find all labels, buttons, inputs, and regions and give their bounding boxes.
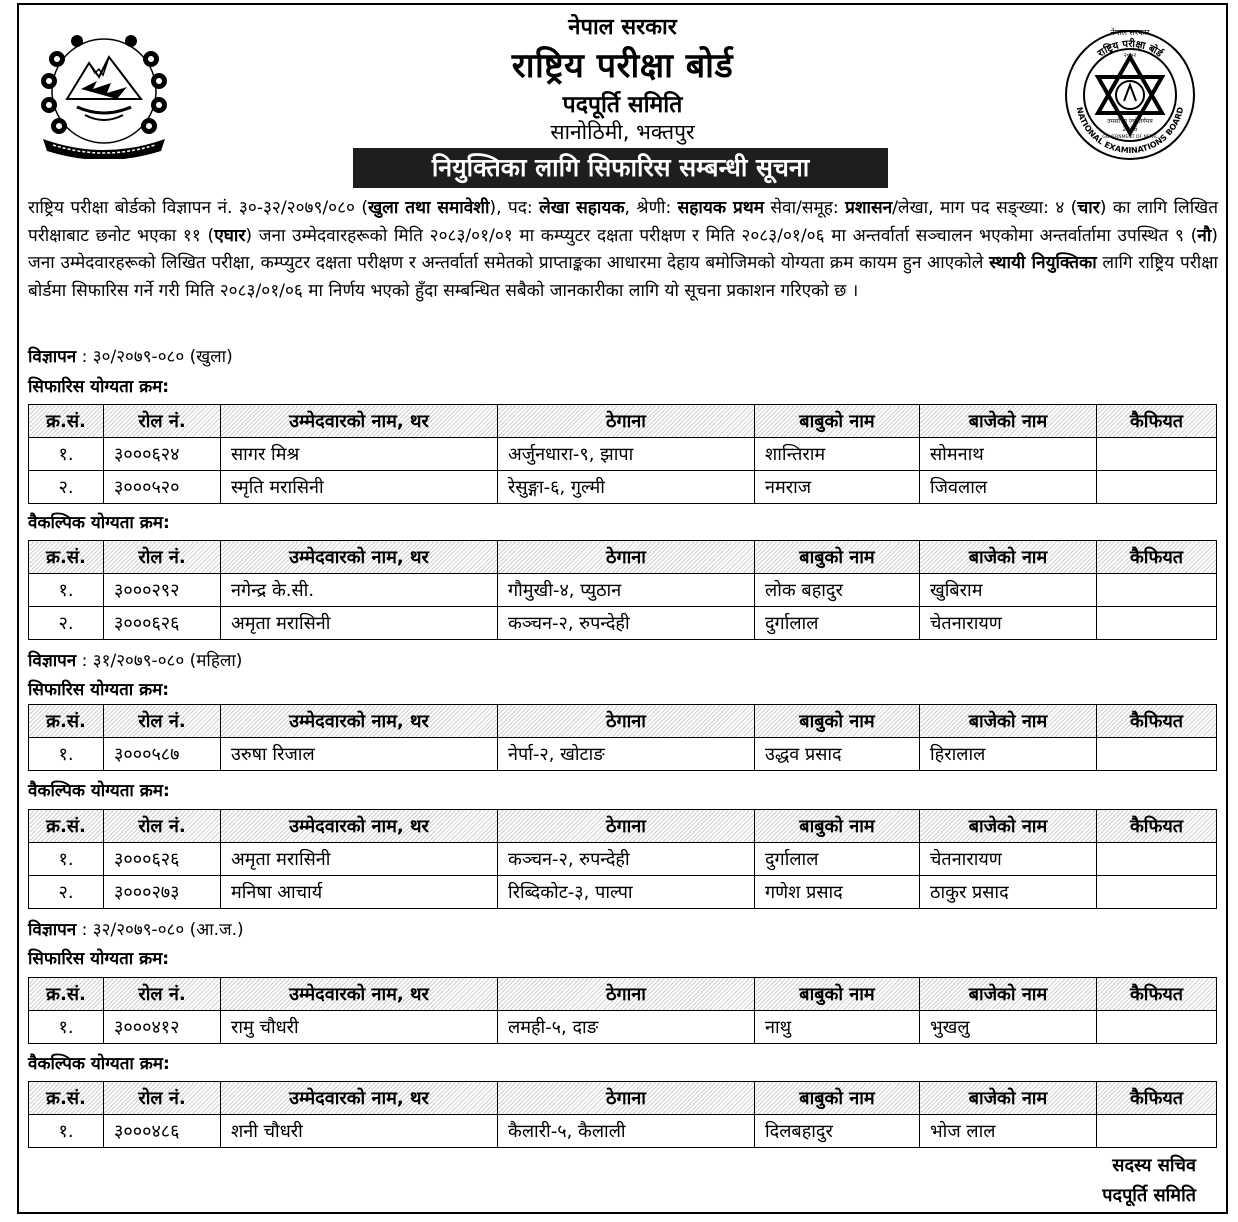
column-header-address: ठेगाना	[498, 810, 755, 843]
signature-committee: पदपूर्ति समिति	[1102, 1185, 1196, 1206]
cell-remarks	[1097, 471, 1217, 504]
notice-header	[19, 5, 1226, 193]
cell-father-name: दिलबहादुर	[755, 1115, 920, 1148]
column-header-roll-number: रोल नं.	[104, 978, 221, 1011]
cell-address: अर्जुनधारा-९, झापा	[498, 438, 755, 471]
column-header-grandfather-name: बाजेको नाम	[920, 705, 1097, 738]
cell-father-name: लोक बहादुर	[755, 574, 920, 607]
table-header-row	[29, 541, 1217, 574]
cell-grandfather-name: भुखलु	[920, 1011, 1097, 1044]
cell-remarks	[1097, 574, 1217, 607]
cell-address: रिब्दिकोट-३, पाल्पा	[498, 876, 755, 909]
column-header-candidate-name: उम्मेदवारको नाम, थर	[221, 705, 498, 738]
cell-candidate-name: रामु चौधरी	[221, 1011, 498, 1044]
cell-address: कञ्चन-२, रुपन्देही	[498, 607, 755, 640]
cell-roll-number: ३०००६२४	[104, 438, 221, 471]
column-header-serial: क्र.सं.	[29, 705, 104, 738]
seal-motto-text: तमसो मा ज्योतिर्गमय	[1107, 118, 1153, 125]
seal-board-text: राष्ट्रिय परीक्षा बोर्ड	[1095, 38, 1165, 60]
committee-name: पदपूर्ति समिति	[562, 92, 683, 118]
cell-serial: १.	[29, 843, 104, 876]
table-row	[29, 574, 1217, 607]
cell-address: रेसुङ्गा-६, गुल्मी	[498, 471, 755, 504]
seal-gov-text: GOVERNMENT OF NEPAL	[1102, 135, 1158, 140]
notice-page	[17, 3, 1228, 1214]
cell-serial: १.	[29, 438, 104, 471]
cell-serial: २.	[29, 607, 104, 640]
cell-grandfather-name: चेतनारायण	[920, 843, 1097, 876]
column-header-father-name: बाबुको नाम	[755, 1082, 920, 1115]
table-header-row	[29, 1082, 1217, 1115]
advert-3-recommended-table	[28, 977, 1217, 1044]
table-row	[29, 876, 1217, 909]
cell-father-name: दुर्गालाल	[755, 607, 920, 640]
cell-address: नेर्पा-२, खोटाङ	[498, 738, 755, 771]
column-header-address: ठेगाना	[498, 541, 755, 574]
seal-year-text: 2016	[1122, 126, 1138, 133]
table-row	[29, 843, 1217, 876]
column-header-remarks: कैफियत	[1097, 810, 1217, 843]
cell-roll-number: ३०००६२६	[104, 843, 221, 876]
column-header-address: ठेगाना	[498, 1082, 755, 1115]
column-header-candidate-name: उम्मेदवारको नाम, थर	[221, 978, 498, 1011]
cell-address: कञ्चन-२, रुपन्देही	[498, 843, 755, 876]
cell-remarks	[1097, 607, 1217, 640]
signature-title: सदस्य सचिव	[1112, 1155, 1196, 1176]
column-header-roll-number: रोल नं.	[104, 405, 221, 438]
column-header-grandfather-name: बाजेको नाम	[920, 405, 1097, 438]
advert-2-line: विज्ञापन : ३१/२०७९-०८० (महिला)	[28, 651, 243, 671]
table-row	[29, 738, 1217, 771]
cell-address: गौमुखी-४, प्युठान	[498, 574, 755, 607]
seal-top-text: नेपाल सरकार	[1110, 28, 1150, 37]
column-header-father-name: बाबुको नाम	[755, 405, 920, 438]
table-header-row	[29, 810, 1217, 843]
cell-grandfather-name: जिवलाल	[920, 471, 1097, 504]
column-header-father-name: बाबुको नाम	[755, 541, 920, 574]
column-header-candidate-name: उम्मेदवारको नाम, थर	[221, 405, 498, 438]
cell-roll-number: ३०००४१२	[104, 1011, 221, 1044]
column-header-remarks: कैफियत	[1097, 705, 1217, 738]
column-header-serial: क्र.सं.	[29, 978, 104, 1011]
advert-2-alternate-label: वैकल्पिक योग्यता क्रम:	[28, 781, 170, 801]
advert-3-recommended-label: सिफारिस योग्यता क्रम:	[28, 949, 170, 969]
cell-candidate-name: मनिषा आचार्य	[221, 876, 498, 909]
cell-roll-number: ३०००५८७	[104, 738, 221, 771]
table-header-row	[29, 705, 1217, 738]
cell-remarks	[1097, 1115, 1217, 1148]
board-seal-icon	[1062, 27, 1198, 163]
advert-1-recommended-label: सिफारिस योग्यता क्रम:	[28, 377, 170, 397]
cell-candidate-name: सागर मिश्र	[221, 438, 498, 471]
cell-grandfather-name: भोज लाल	[920, 1115, 1097, 1148]
cell-roll-number: ३०००५२०	[104, 471, 221, 504]
cell-father-name: शान्तिराम	[755, 438, 920, 471]
column-header-address: ठेगाना	[498, 405, 755, 438]
column-header-father-name: बाबुको नाम	[755, 810, 920, 843]
cell-candidate-name: नगेन्द्र के.सी.	[221, 574, 498, 607]
table-row	[29, 607, 1217, 640]
cell-roll-number: ३०००२९२	[104, 574, 221, 607]
table-row	[29, 471, 1217, 504]
cell-address: लमही-५, दाङ	[498, 1011, 755, 1044]
column-header-remarks: कैफियत	[1097, 978, 1217, 1011]
cell-grandfather-name: खुबिराम	[920, 574, 1097, 607]
advert-2-recommended-table	[28, 704, 1217, 771]
advert-3-alternate-table	[28, 1081, 1217, 1148]
cell-roll-number: ३०००६२६	[104, 607, 221, 640]
advert-1-alternate-label: वैकल्पिक योग्यता क्रम:	[28, 513, 170, 533]
board-name: राष्ट्रिय परीक्षा बोर्ड	[511, 46, 734, 86]
column-header-remarks: कैफियत	[1097, 541, 1217, 574]
cell-father-name: गणेश प्रसाद	[755, 876, 920, 909]
notice-title: नियुक्तिका लागि सिफारिस सम्बन्धी सूचना	[353, 148, 888, 188]
cell-grandfather-name: ठाकुर प्रसाद	[920, 876, 1097, 909]
column-header-roll-number: रोल नं.	[104, 541, 221, 574]
cell-candidate-name: अमृता मरासिनी	[221, 607, 498, 640]
cell-serial: १.	[29, 574, 104, 607]
cell-candidate-name: अमृता मरासिनी	[221, 843, 498, 876]
intro-paragraph: राष्ट्रिय परीक्षा बोर्डको विज्ञापन नं. ३०-३२/२०७९/०८० (खुला तथा समावेशी), पद: लेखा सहायक, श्रेणी: सहायक प्रथम सेवा/समूह: प्रशासन/लेखा, माग पद सङ्ख्या: ४ (चार) का लागि लिखित परीक्षाबाट छनोट भएका ११ (एघार) जना उम्मेदवारहरूको मिति २०८३/०१/०१ मा कम्प्युटर दक्षता परीक्षण र मिति २०८३/०१/०६ मा अन्तर्वार्ता सञ्चालन भएकोमा अन्तर्वार्तामा उपस्थित ९ (नौ) जना उम्मेदवारहरूको लिखित परीक्षा, कम्प्युटर दक्षता परीक्षण र अन्तर्वार्ता समेतको प्राप्ताङ्कका आधारमा देहाय बमोजिमको योग्यता क्रम कायम हुन आएकोले स्थायी नियुक्तिका लागि राष्ट्रिय परीक्षा बोर्डमा सिफारिस गर्ने गरी मिति २०८३/०१/०६ मा निर्णय भएको हुँदा सम्बन्धित सबैको जानकारीका लागि यो सूचना प्रकाशन गरिएको छ ।	[28, 198, 1219, 301]
cell-candidate-name: उरुषा रिजाल	[221, 738, 498, 771]
column-header-grandfather-name: बाजेको नाम	[920, 1082, 1097, 1115]
column-header-candidate-name: उम्मेदवारको नाम, थर	[221, 810, 498, 843]
cell-father-name: नाथु	[755, 1011, 920, 1044]
column-header-candidate-name: उम्मेदवारको नाम, थर	[221, 1082, 498, 1115]
column-header-grandfather-name: बाजेको नाम	[920, 541, 1097, 574]
table-header-row	[29, 978, 1217, 1011]
cell-address: कैलारी-५, कैलाली	[498, 1115, 755, 1148]
seal-year-top-text: २०७२	[1123, 52, 1137, 59]
advert-3-alternate-label: वैकल्पिक योग्यता क्रम:	[28, 1054, 170, 1074]
advert-3-line: विज्ञापन : ३२/२०७९-०८० (आ.ज.)	[28, 920, 244, 940]
cell-serial: १.	[29, 738, 104, 771]
column-header-address: ठेगाना	[498, 705, 755, 738]
cell-serial: १.	[29, 1011, 104, 1044]
cell-remarks	[1097, 843, 1217, 876]
cell-grandfather-name: हिरालाल	[920, 738, 1097, 771]
cell-remarks	[1097, 738, 1217, 771]
cell-grandfather-name: सोमनाथ	[920, 438, 1097, 471]
column-header-father-name: बाबुको नाम	[755, 705, 920, 738]
cell-candidate-name: स्मृति मरासिनी	[221, 471, 498, 504]
advert-2-recommended-label: सिफारिस योग्यता क्रम:	[28, 680, 170, 700]
seal-name-text: NATIONAL EXAMINATIONS BOARD	[1074, 106, 1186, 156]
column-header-candidate-name: उम्मेदवारको नाम, थर	[221, 541, 498, 574]
column-header-roll-number: रोल नं.	[104, 705, 221, 738]
column-header-remarks: कैफियत	[1097, 405, 1217, 438]
column-header-roll-number: रोल नं.	[104, 810, 221, 843]
cell-serial: २.	[29, 471, 104, 504]
cell-serial: २.	[29, 876, 104, 909]
column-header-serial: क्र.सं.	[29, 405, 104, 438]
cell-remarks	[1097, 1011, 1217, 1044]
advert-1-line: विज्ञापन : ३०/२०७९-०८० (खुला)	[28, 347, 233, 367]
column-header-serial: क्र.सं.	[29, 541, 104, 574]
table-row	[29, 438, 1217, 471]
column-header-father-name: बाबुको नाम	[755, 978, 920, 1011]
cell-remarks	[1097, 876, 1217, 909]
column-header-grandfather-name: बाजेको नाम	[920, 978, 1097, 1011]
cell-grandfather-name: चेतनारायण	[920, 607, 1097, 640]
cell-remarks	[1097, 438, 1217, 471]
cell-roll-number: ३०००२७३	[104, 876, 221, 909]
government-name: नेपाल सरकार	[568, 15, 677, 40]
column-header-remarks: कैफियत	[1097, 1082, 1217, 1115]
column-header-serial: क्र.सं.	[29, 810, 104, 843]
advert-1-alternate-table	[28, 540, 1217, 640]
advert-1-recommended-table	[28, 404, 1217, 504]
advert-2-alternate-table	[28, 809, 1217, 909]
table-row	[29, 1115, 1217, 1148]
cell-father-name: नमराज	[755, 471, 920, 504]
column-header-grandfather-name: बाजेको नाम	[920, 810, 1097, 843]
table-header-row	[29, 405, 1217, 438]
office-address: सानोठिमी, भक्तपुर	[550, 120, 695, 144]
cell-candidate-name: शनी चौधरी	[221, 1115, 498, 1148]
cell-roll-number: ३०००४८६	[104, 1115, 221, 1148]
column-header-serial: क्र.सं.	[29, 1082, 104, 1115]
cell-father-name: उद्धव प्रसाद	[755, 738, 920, 771]
column-header-roll-number: रोल नं.	[104, 1082, 221, 1115]
cell-father-name: दुर्गालाल	[755, 843, 920, 876]
table-row	[29, 1011, 1217, 1044]
cell-serial: १.	[29, 1115, 104, 1148]
column-header-address: ठेगाना	[498, 978, 755, 1011]
